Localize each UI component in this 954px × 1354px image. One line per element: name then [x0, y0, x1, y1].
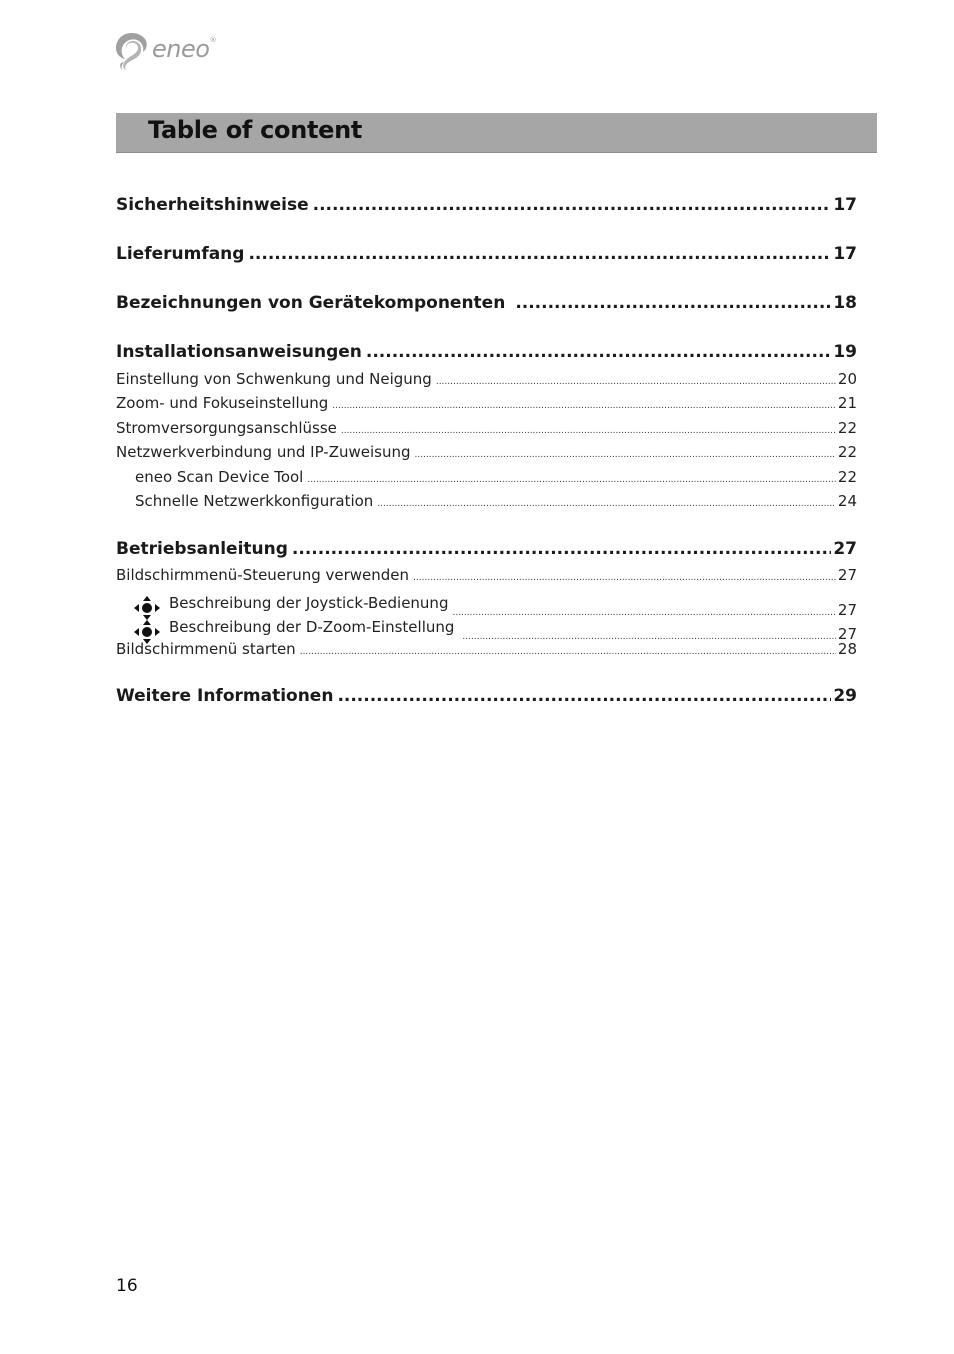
toc-entry-label: Bildschirmmenü-Steuerung verwenden [116, 566, 410, 584]
toc-subentry[interactable] [116, 566, 857, 586]
dot-leader [332, 401, 836, 411]
toc-entry-page: 19 [833, 342, 857, 362]
toc-entry-page: 22 [837, 443, 857, 461]
dot-leader [377, 499, 836, 509]
page-number: 16 [116, 1276, 138, 1296]
toc-entry-page: 22 [837, 419, 857, 437]
brand-name: eneo® [152, 35, 216, 63]
toc-entry-label: eneo Scan Device Tool [135, 468, 304, 486]
toc-entry-page: 22 [837, 468, 857, 486]
brand-logo [114, 30, 216, 72]
toc-subentry[interactable] [116, 370, 857, 390]
toc-subsubentry[interactable] [116, 492, 857, 512]
toc-entry-page: 29 [833, 686, 857, 706]
toc-entry[interactable] [116, 195, 857, 219]
dot-leader [413, 573, 836, 583]
toc-entry-page: 17 [833, 244, 857, 264]
toc-entry-page: 27 [837, 566, 857, 584]
toc-subsubentry[interactable] [116, 615, 857, 643]
dot-leader [515, 293, 831, 313]
page-title: Table of content [148, 116, 363, 144]
dot-leader [292, 539, 831, 559]
toc-entry-label: Betriebsanleitung [116, 539, 288, 559]
toc-entry[interactable] [116, 244, 857, 268]
toc-entry-page: 27 [833, 539, 857, 559]
toc-entry-label: Beschreibung der Joystick-Bedienung [169, 594, 449, 612]
toc-entry-page: 27 [837, 601, 857, 619]
toc-entry[interactable] [116, 539, 857, 563]
toc-entry-label: Bezeichnungen von Gerätekomponenten [116, 293, 506, 313]
toc-entry-label: Einstellung von Schwenkung und Neigung [116, 370, 432, 388]
toc-subsubentry[interactable] [116, 468, 857, 488]
title-bar [116, 113, 877, 153]
dot-leader [341, 426, 836, 436]
dot-leader [248, 244, 831, 264]
toc-entry-label: Stromversorgungsanschlüsse [116, 419, 337, 437]
toc-entry[interactable] [116, 686, 857, 710]
dot-leader [307, 475, 836, 485]
toc-subentry[interactable] [116, 394, 857, 414]
dot-leader [300, 647, 836, 657]
dot-leader [313, 195, 832, 215]
dot-leader [436, 377, 836, 387]
toc-entry-label: Zoom- und Fokuseinstellung [116, 394, 329, 412]
toc-subsubentry[interactable] [116, 591, 857, 619]
dot-leader [337, 686, 831, 706]
toc-entry-page: 20 [837, 370, 857, 388]
toc-entry[interactable] [116, 293, 857, 317]
toc-entry[interactable] [116, 342, 857, 366]
toc-entry-page: 17 [833, 195, 857, 215]
toc-entry-label: Bildschirmmenü starten [116, 640, 296, 658]
toc-entry-label: Schnelle Netzwerkkonfiguration [135, 492, 374, 510]
toc-entry-page: 24 [837, 492, 857, 510]
toc-entry-page: 28 [837, 640, 857, 658]
toc-entry-page: 27 [837, 625, 857, 643]
toc-entry-label-group [134, 615, 454, 639]
toc-entry-label: Lieferumfang [116, 244, 245, 264]
toc-subentry[interactable] [116, 640, 857, 660]
toc-entry-label: Weitere Informationen [116, 686, 334, 706]
toc-entry-label-group [134, 591, 448, 615]
toc-entry-label: Installationsanweisungen [116, 342, 362, 362]
dot-leader [415, 450, 836, 460]
toc-entry-label: Sicherheitshinweise [116, 195, 309, 215]
eneo-swirl-logo-icon [114, 31, 150, 71]
toc-entry-page: 21 [837, 394, 857, 412]
toc-entry-label: Netzwerkverbindung und IP-Zuweisung [116, 443, 411, 461]
toc-entry-page: 18 [833, 293, 857, 313]
toc-entry-label: Beschreibung der D-Zoom-Einstellung [169, 618, 455, 636]
toc-subentry[interactable] [116, 443, 857, 463]
dot-leader [366, 342, 831, 362]
toc-subentry[interactable] [116, 419, 857, 439]
